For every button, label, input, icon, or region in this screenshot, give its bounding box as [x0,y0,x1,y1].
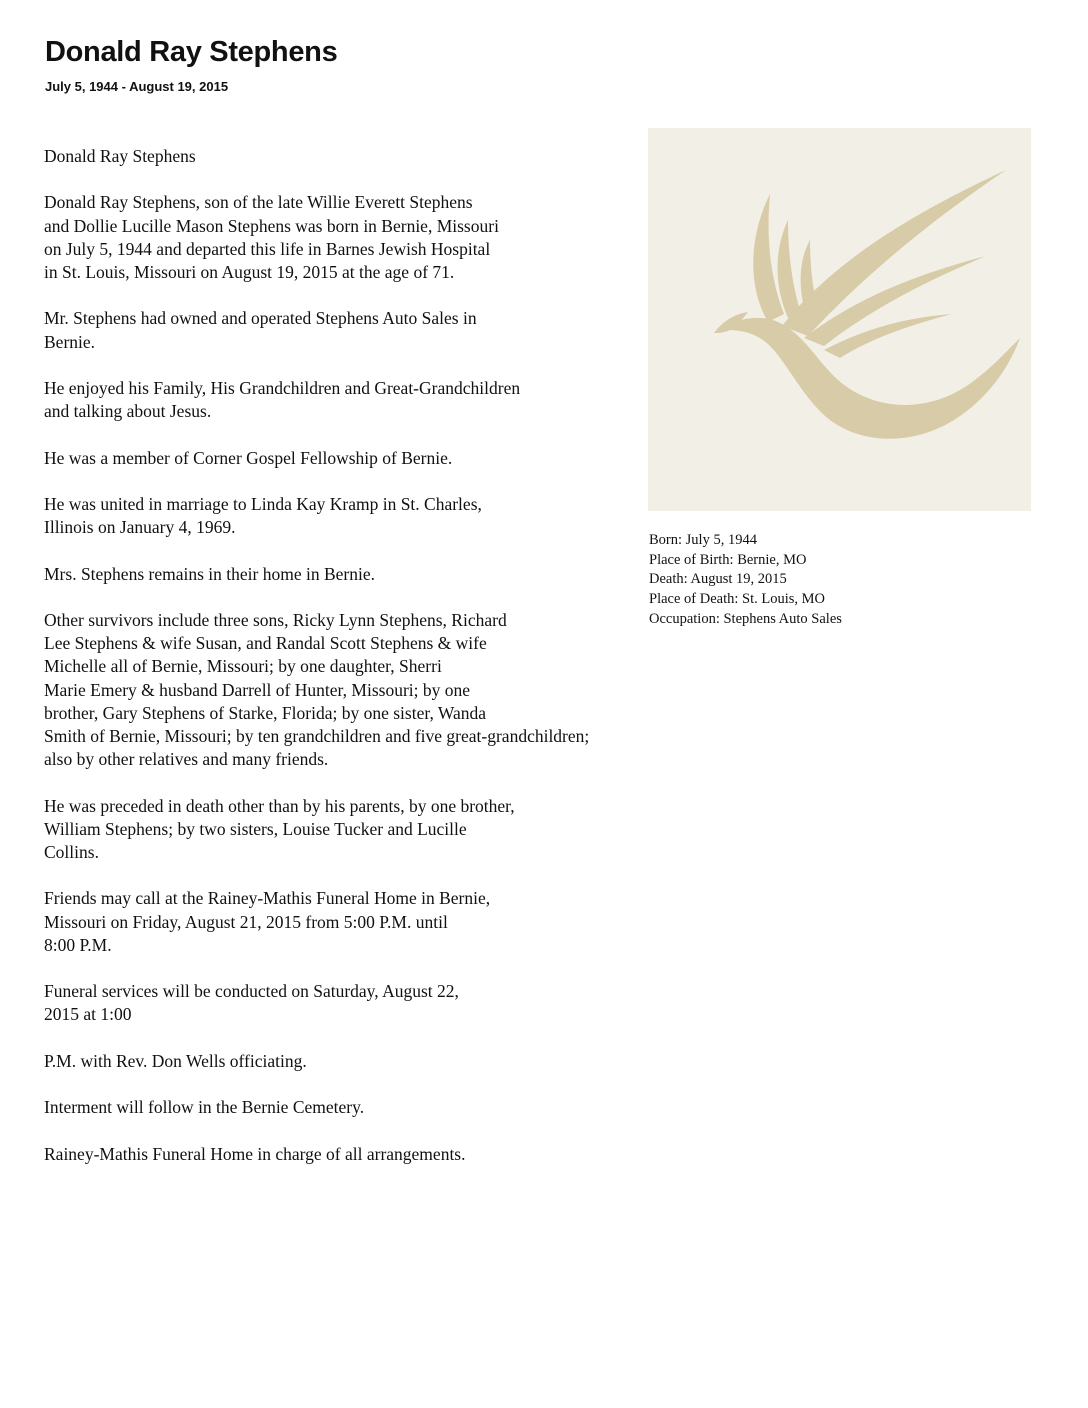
text-line: Mrs. Stephens remains in their home in Bernie. [44,563,375,584]
text-line: Missouri on Friday, August 21, 2015 from 5:00 P.M. until [44,911,448,932]
text-line: Rainey-Mathis Funeral Home in charge of all arrangements. [44,1143,466,1164]
text-line: He enjoyed his Family, His Grandchildren and Great-Grandchildren [44,377,521,398]
text-line: brother, Gary Stephens of Starke, Florida; by one sister, Wanda [44,702,487,723]
dove-icon [648,128,1031,511]
text-line: Donald Ray Stephens [44,146,196,166]
text-line: Mr. Stephens had owned and operated Stephens Auto Sales in [44,308,477,329]
text-line: He was a member of Corner Gospel Fellowship of Bernie. [44,447,453,468]
obituary-paragraph [44,1096,764,1119]
text-line: Marie Emery & husband Darrell of Hunter, Missouri; by one [44,679,471,700]
page-title: Donald Ray Stephens [45,36,338,68]
text-line: Funeral services will be conducted on Saturday, August 22, [44,981,459,1002]
text-line: and Dollie Lucille Mason Stephens was born in Bernie, Missouri [44,215,499,236]
text-line: William Stephens; by two sisters, Louise Tucker and Lucille [44,818,467,839]
fact-line: Occupation: Stephens Auto Sales [649,610,842,627]
fact-line: Death: August 19, 2015 [649,571,787,588]
obituary-paragraph [44,609,764,771]
text-line: He was united in marriage to Linda Kay Kramp in St. Charles, [44,493,482,514]
obituary-paragraph [44,795,764,865]
obituary-paragraph [44,1050,764,1073]
text-line: Lee Stephens & wife Susan, and Randal Scott Stephens & wife [44,633,487,654]
text-line: He was preceded in death other than by his parents, by one brother, [44,795,515,816]
text-line: Friends may call at the Rainey-Mathis Funeral Home in Bernie, [44,888,491,909]
text-line: Collins. [44,841,99,862]
vital-facts [649,531,842,630]
text-line: in St. Louis, Missouri on August 19, 2015 at the age of 71. [44,262,455,282]
text-line: Smith of Bernie, Missouri; by ten grandchildren and five great-grandchildren; [44,725,590,746]
obituary-paragraph [44,887,764,957]
text-line: Bernie. [44,331,96,352]
obituary-paragraph [44,980,764,1026]
text-line: Interment will follow in the Bernie Cemetery. [44,1097,365,1118]
text-line: 8:00 P.M. [44,934,112,955]
text-line: and talking about Jesus. [44,401,212,422]
text-line: also by other relatives and many friends. [44,749,329,770]
text-line: Michelle all of Bernie, Missouri; by one daughter, Sherri [44,656,442,677]
fact-line: Born: July 5, 1944 [649,532,757,548]
text-line: Other survivors include three sons, Ricky Lynn Stephens, Richard [44,609,507,630]
text-line: P.M. with Rev. Don Wells officiating. [44,1050,307,1071]
text-line: Illinois on January 4, 1969. [44,517,236,538]
text-line: Donald Ray Stephens, son of the late Willie Everett Stephens [44,192,473,213]
fact-line: Place of Death: St. Louis, MO [649,591,825,608]
life-dates: July 5, 1944 - August 19, 2015 [45,79,229,94]
obituary-paragraph [44,1143,764,1166]
text-line: on July 5, 1944 and departed this life in Barnes Jewish Hospital [44,238,491,259]
fact-line: Place of Birth: Bernie, MO [649,551,807,568]
text-line: 2015 at 1:00 [44,1004,132,1025]
memorial-image [648,128,1031,511]
